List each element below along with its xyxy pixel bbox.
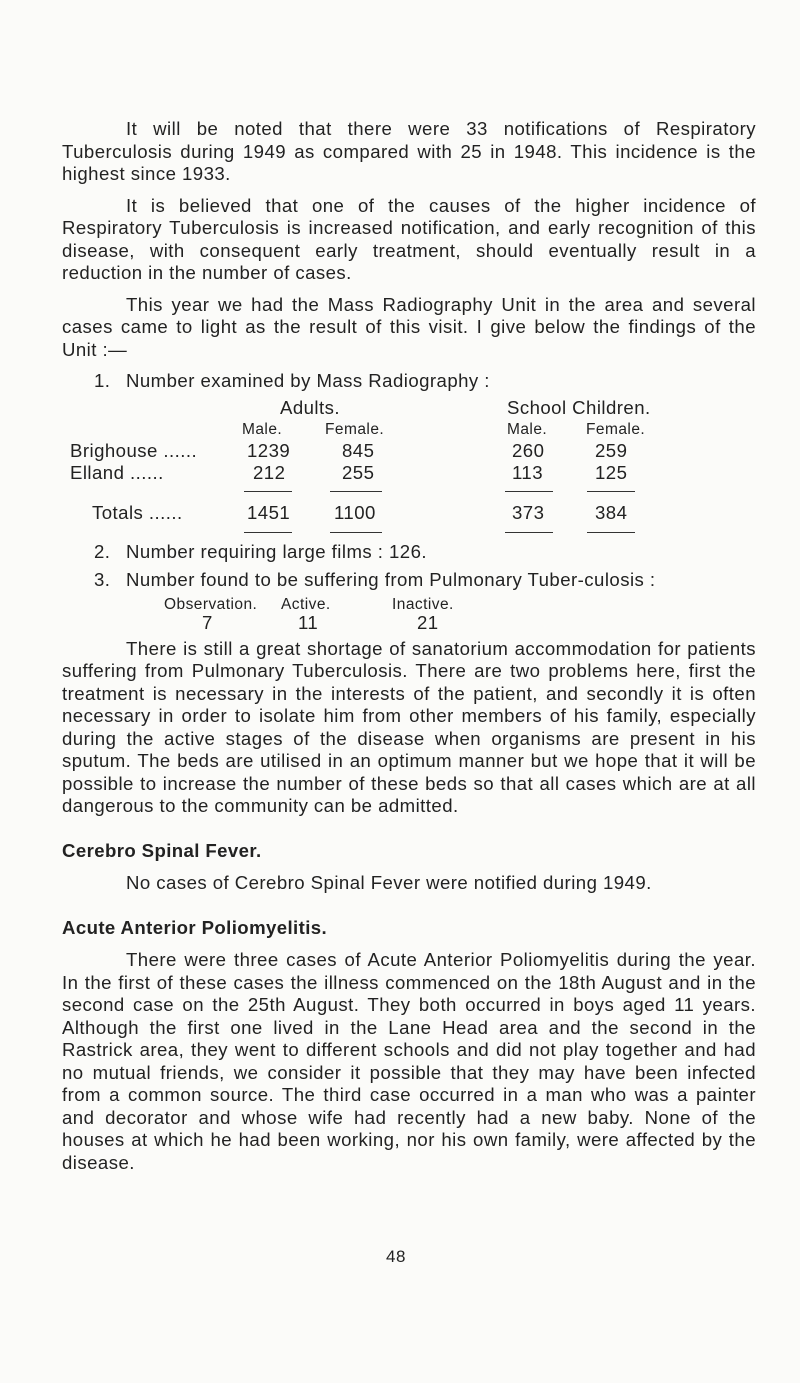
tb-value-active: 11 [298,611,319,633]
cell-elland-adult-male: 212 [253,461,286,483]
rule-bottom [505,532,553,533]
rule-top [330,491,382,492]
header-adult-male: Male. [242,420,283,438]
list-text: Number examined by Mass Radiography : [126,370,490,391]
page-number: 48 [386,1247,406,1266]
row-label-elland: Elland ...... [70,461,164,483]
tb-header-inactive: Inactive. [392,595,454,613]
rule-bottom [587,532,635,533]
header-school-children: School Children. [507,396,651,418]
list-number: 1. [94,370,111,391]
cell-brighouse-adult-male: 1239 [247,439,291,461]
rule-top [587,491,635,492]
paragraph-mass-radiography: This year we had the Mass Radiography Unit in the area and several cases came to light as the result of this visit. I give below the findings of the Unit :— [62,293,756,360]
tb-header-active: Active. [281,595,331,613]
header-adults: Adults. [280,396,340,418]
row-label-brighouse: Brighouse ...... [70,439,198,461]
tb-value-inactive: 21 [417,611,439,633]
heading-cerebro-spinal-fever: Cerebro Spinal Fever. [62,839,262,861]
rule-bottom [244,532,292,533]
list-text: Number found to be suffering from Pulmonary Tuber-culosis : [126,569,656,590]
header-child-male: Male. [507,420,548,438]
paragraph-sanatorium: There is still a great shortage of sanatorium accommodation for patients suffering from Pulmonary Tuberculosis. There are two problems here, first the treatment is necessary in the interests of the patient, and secondly it is often necessary in order to isolate him from other members of his family, especially during the active stages of the disease when organisms are present in his sputum. The beds are utilised in an optimum manner but we hope that it will be possible to increase the number of these beds so that all cases which are at all dangerous to the community can be admitted. [62,637,756,816]
cell-totals-child-female: 384 [595,501,628,523]
cell-brighouse-child-male: 260 [512,439,545,461]
header-adult-female: Female. [325,420,385,438]
tb-value-observation: 7 [202,611,213,633]
paragraph-poliomyelitis: There were three cases of Acute Anterior Poliomyelitis during the year. In the first of these cases the illness commenced on the 18th August and in the second case on the 25th August. They both occurred in boys aged 11 years. Although the first one lived in the Lane Head area and the second in the Rastrick area, they went to different schools and did not play together and had no mutual friends, we consider it possible that they may have been infected from a common source. The third case occurred in a man who was a painter and decorator and whose wife had recently had a new baby. None of the houses at which he had been working, nor his own family, were affected by the disease. [62,949,756,1173]
list-item-3 [62,569,756,592]
list-number: 3. [94,569,111,590]
heading-poliomyelitis: Acute Anterior Poliomyelitis. [62,916,328,938]
row-label-totals: Totals ...... [92,501,183,523]
cell-brighouse-adult-female: 845 [342,439,375,461]
tb-status-table [62,592,756,632]
rule-top [244,491,292,492]
cell-elland-child-male: 113 [512,461,543,483]
paragraph-causes: It is believed that one of the causes of the higher incidence of Respiratory Tuberculosis is increased notification, and early recognition of this disease, with consequent early treatment, should eventually result in a reduction in the number of cases. [62,194,756,283]
paragraph-notifications: It will be noted that there were 33 notifications of Respiratory Tuberculosis during 1949 as compared with 25 in 1948. This incidence is the highest since 1933. [62,118,756,184]
list-item-1 [62,370,756,393]
cell-elland-child-female: 125 [595,461,628,483]
cell-totals-adult-male: 1451 [247,501,291,523]
list-text: Number requiring large films : 126. [126,540,427,562]
rule-top [505,491,553,492]
cell-totals-child-male: 373 [512,501,545,523]
cell-elland-adult-female: 255 [342,461,375,483]
document-page [62,118,756,1183]
tb-header-observation: Observation. [164,595,258,613]
paragraph-cerebro-spinal-fever: No cases of Cerebro Spinal Fever were notified during 1949. [126,872,652,893]
header-child-female: Female. [586,420,646,438]
cell-totals-adult-female: 1100 [334,501,376,523]
radiography-table [62,395,756,535]
rule-bottom [330,532,382,533]
list-number: 2. [94,540,111,562]
cell-brighouse-child-female: 259 [595,439,628,461]
list-item-2 [62,541,756,564]
